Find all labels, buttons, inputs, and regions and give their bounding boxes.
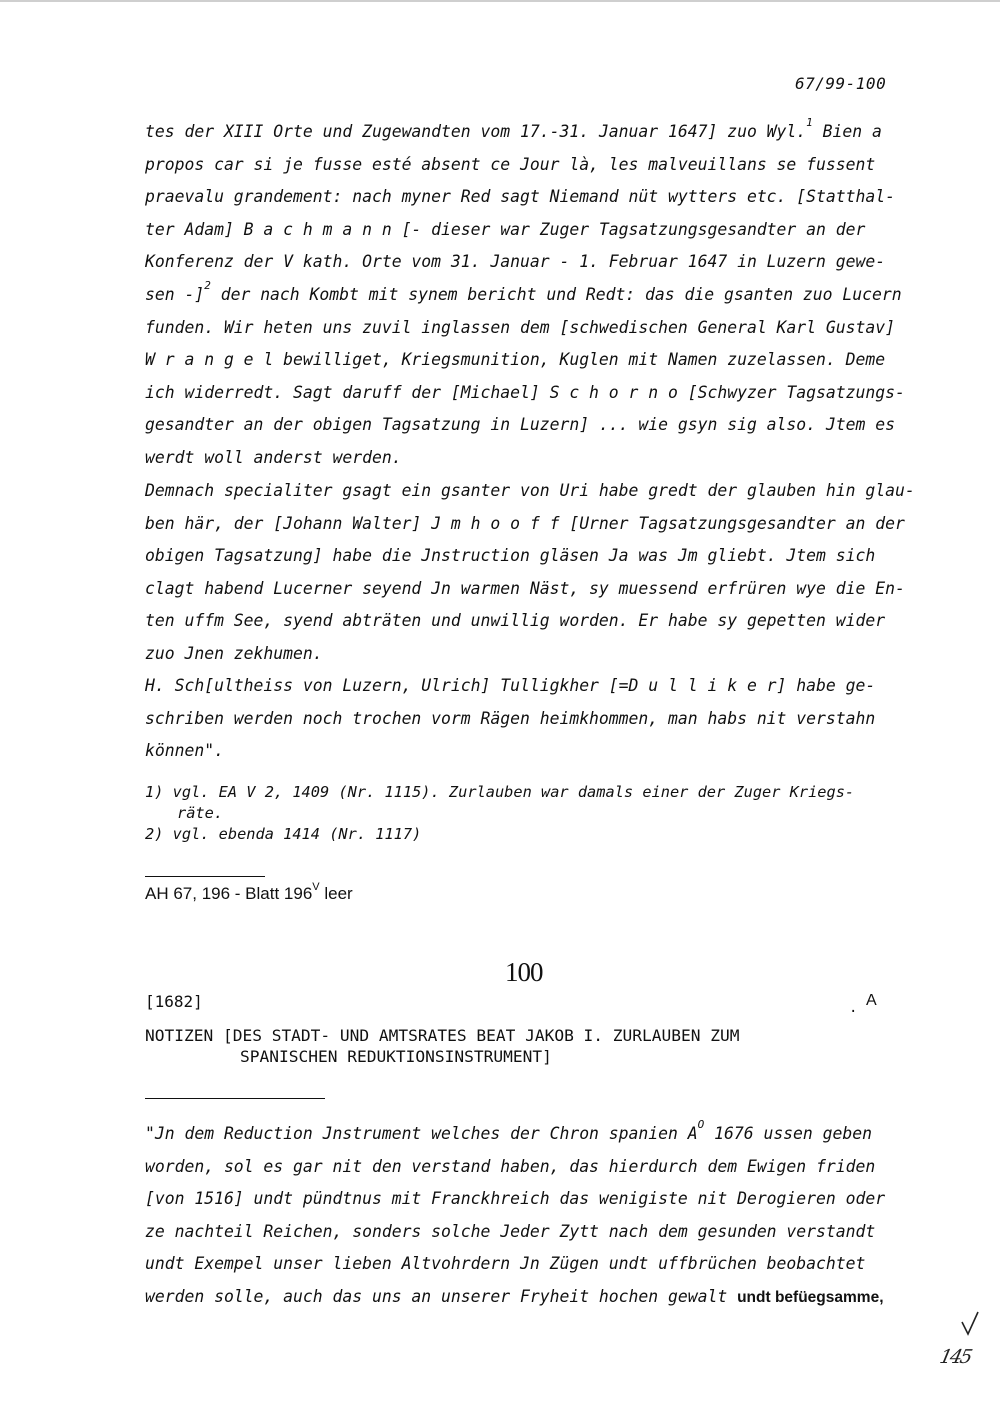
paragraph-3 [145, 670, 935, 768]
text-line: "Jn dem Reduction Jnstrument welches der Chron spanien $A^O$ 1676 ussen geben [145, 1118, 872, 1143]
text-line: zuo Jnen zekhumen. [145, 643, 323, 663]
reference-number: 67/99-100 [795, 74, 887, 93]
footnotes [145, 782, 935, 845]
footnote-ref-1: 1 [806, 116, 813, 129]
text-line: praevalu grandement: nach myner Red sagt Niemand nüt wytters etc. [Statthal- [145, 187, 895, 207]
text-line: ter Adam] B a c h m a n n [- dieser war Zuger Tagsatzungsgesandter an der [145, 219, 866, 239]
text-line: ben här, der [Johann Walter] J m h o o f f [Urner Tagsatzungsgesandter an der [145, 513, 905, 533]
page-border [0, 0, 1000, 2]
footnote-1: 1) vgl. EA V 2, 1409 (Nr. 1115). Zurlauben war damals einer der Zuger Kriegs- [145, 783, 855, 801]
text-line: W r a n g e l bewilliget, Kriegsmunition, Kuglen mit Namen zuzelassen. Deme [145, 350, 886, 370]
page-number: 100 [505, 957, 543, 987]
text-line: ze nachteil Reichen, sonders solche Jeder Zytt nach dem gesunden verstandt [145, 1221, 876, 1241]
text-line: [von 1516] undt pündtnus mit Franckhreich das wenigiste nit Derogieren oder [145, 1189, 886, 1209]
document-heading [145, 1025, 740, 1067]
stray-dot: . [849, 1000, 858, 1016]
text-line: Konferenz der V kath. Orte vom 31. Januar - 1. Februar 1647 in Luzern gewe- [145, 252, 886, 272]
text-line: clagt habend Lucerner seyend Jn warmen Näst, sy muessend erfrüren wye die En- [145, 578, 905, 598]
footnote-1-continuation: räte. [177, 804, 224, 822]
text-line: undt Exempel unser lieben Altvohrdern Jn Zügen undt uffbrüchen beobachtet [145, 1254, 866, 1274]
text-line: schriben werden noch trochen vorm Rägen heimkhommen, man habs nit verstahn [145, 708, 876, 728]
text-line: gesandter an der obigen Tagsatzung in Luzern] ... wie gsyn sig also. Jtem es [145, 415, 895, 435]
text-line: propos car si je fusse esté absent ce Jour là, les malveuillans se fussent [145, 154, 876, 174]
checkmark-icon [934, 1308, 986, 1380]
handwritten-number: 145 [937, 1346, 973, 1368]
footnote-2: 2) vgl. ebenda 1414 (Nr. 1117) [145, 825, 422, 843]
text-line: ich widerredt. Sagt daruff der [Michael] S c h o r n o [Schwyzer Tagsatzungs- [145, 382, 905, 402]
superscript-o: O [697, 1118, 705, 1131]
paragraph-4 [145, 1118, 935, 1315]
separator-rule [145, 876, 265, 877]
archive-reference: AH 67, 196 - Blatt $196^V$ leer [145, 881, 353, 903]
paragraph-2 [145, 475, 935, 671]
handwritten-page-mark [934, 1308, 986, 1380]
text-line: obigen Tagsatzung] habe die Jnstruction gläsen Ja was Jm gliebt. Jtem sich [145, 546, 876, 566]
document-date: [1682] [145, 992, 203, 1011]
text-line: sen -]$^2$ der nach Kombt mit synem bericht und Redt: das die gsanten zuo Lucern [145, 278, 902, 304]
footnote-ref-2: 2 [204, 278, 211, 292]
text-line: ten uffm See, syend abträten und unwillig worden. Er habe sy gepetten wider [145, 611, 886, 631]
text-line: werdt woll anderst werden. [145, 447, 402, 467]
text-line: funden. Wir heten uns zuvil inglassen dem [schwedischen General Karl Gustav] [145, 317, 895, 337]
text-line: H. Sch[ultheiss von Luzern, Ulrich] Tulligkher [=D u l l i k e r] habe ge- [145, 676, 876, 695]
heading-line-2: SPANISCHEN REDUKTIONSINSTRUMENT] [240, 1047, 552, 1066]
heading-line-1: NOTIZEN [DES STADT- UND AMTSRATES BEAT JAKOB I. ZURLAUBEN ZUM [145, 1026, 740, 1045]
text-line: Demnach specialiter gsagt ein gsanter von Uri habe gredt der glauben hin glau- [145, 481, 915, 500]
text-line: werden solle, auch das uns an unserer Fryheit hochen gewalt undt befüegsamme, [145, 1286, 884, 1306]
separator-rule [145, 1098, 325, 1099]
paragraph-1 [145, 116, 935, 475]
text-line: worden, sol es gar nit den verstand haben, das hierdurch dem Ewigen friden [145, 1156, 876, 1176]
text-line: tes der XIII Orte und Zugewandten vom 17.-31. Januar 1647] zuo Wyl.$^1$ Bien a [145, 116, 882, 141]
text-line: können". [145, 741, 224, 761]
document-mark: A [866, 992, 877, 1009]
